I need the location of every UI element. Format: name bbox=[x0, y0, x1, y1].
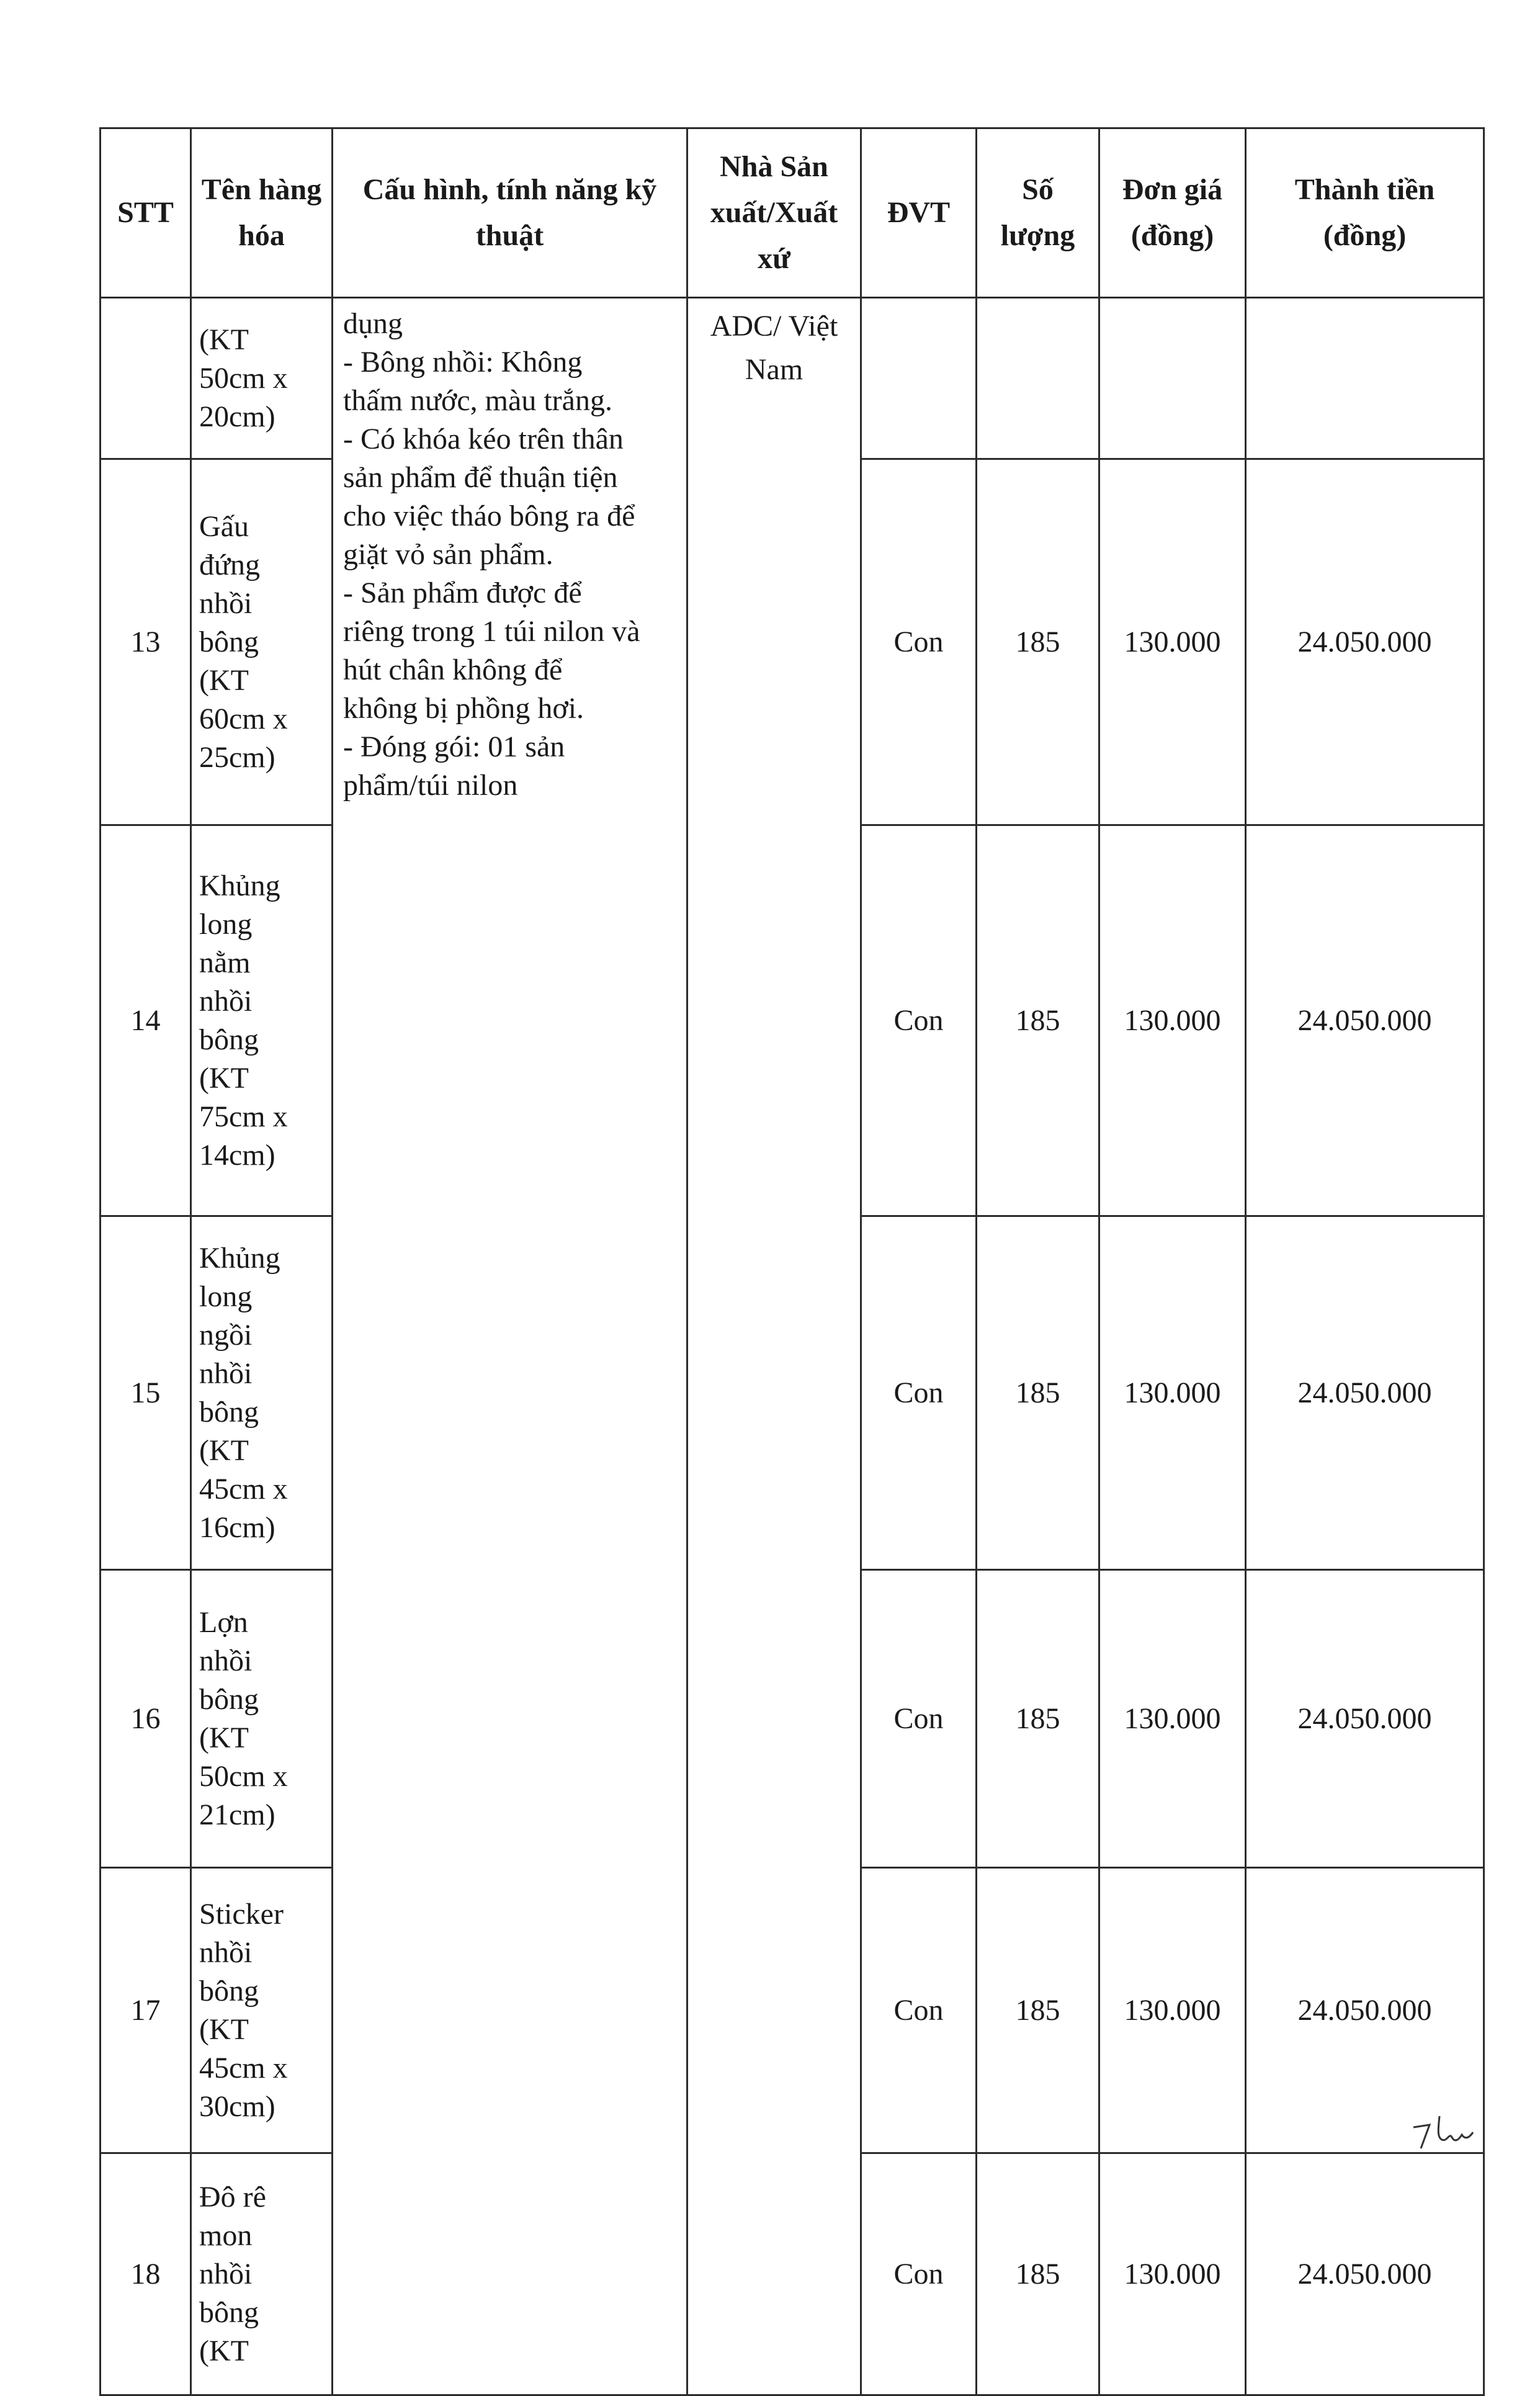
cell-line: (KT bbox=[199, 1434, 249, 1467]
cell-total: 24.050.000 bbox=[1246, 1216, 1484, 1570]
cell-spec bbox=[333, 298, 687, 2395]
header-price: Đơn giá (đồng) bbox=[1099, 128, 1246, 298]
cell-line: mon bbox=[199, 2219, 253, 2252]
header-qty: Số lượng bbox=[977, 128, 1099, 298]
cell-line: nhồi bbox=[199, 1644, 253, 1677]
cell-total bbox=[1246, 298, 1484, 459]
cell-total: 24.050.000 bbox=[1246, 1570, 1484, 1868]
cell-line: bông bbox=[199, 2295, 259, 2329]
cell-line: (KT bbox=[199, 1061, 249, 1095]
cell-line: (KT bbox=[199, 663, 249, 697]
cell-line: nhồi bbox=[199, 1936, 253, 1969]
cell-line: - Sản phẩm được để bbox=[343, 577, 582, 609]
cell-unit: Con bbox=[861, 1216, 977, 1570]
cell-line: 50cm x bbox=[199, 1759, 288, 1793]
cell-line: bông bbox=[199, 1974, 259, 2008]
cell-line: Khủng bbox=[199, 869, 280, 902]
cell-price: 130.000 bbox=[1099, 1868, 1246, 2153]
cell-line: nhồi bbox=[199, 984, 253, 1018]
cell-line: - Có khóa kéo trên thân bbox=[343, 423, 624, 455]
cell-line: 16cm) bbox=[199, 1510, 275, 1544]
header-total: Thành tiền (đồng) bbox=[1246, 128, 1484, 298]
cell-line: Sticker bbox=[199, 1897, 284, 1931]
cell-line: (KT bbox=[199, 2334, 249, 2367]
cell-unit: Con bbox=[861, 1868, 977, 2153]
cell-line: 75cm x bbox=[199, 1100, 288, 1133]
cell-line: long bbox=[199, 907, 253, 941]
cell-line: không bị phồng hơi. bbox=[343, 692, 584, 725]
cell-line: 20cm) bbox=[199, 400, 275, 433]
cell-line: long bbox=[199, 1280, 253, 1313]
cell-line: hút chân không để bbox=[343, 653, 563, 686]
cell-price: 130.000 bbox=[1099, 1570, 1246, 1868]
cell-name bbox=[191, 1868, 333, 2153]
cell-line: 60cm x bbox=[199, 702, 288, 735]
table-row-continued bbox=[101, 298, 1484, 459]
cell-line: Gấu bbox=[199, 509, 249, 543]
cell-name bbox=[191, 298, 333, 459]
header-unit: ĐVT bbox=[861, 128, 977, 298]
goods-table bbox=[99, 127, 1485, 2396]
cell-qty: 185 bbox=[977, 1570, 1099, 1868]
cell-line: Khủng bbox=[199, 1241, 280, 1275]
cell-line: thấm nước, màu trắng. bbox=[343, 384, 612, 417]
cell-origin: ADC/ Việt Nam bbox=[687, 298, 861, 2395]
cell-qty: 185 bbox=[977, 825, 1099, 1216]
header-name: Tên hàng hóa bbox=[191, 128, 333, 298]
cell-line: Đô rê bbox=[199, 2180, 266, 2214]
cell-line: 14cm) bbox=[199, 1138, 275, 1172]
cell-line: nhồi bbox=[199, 2257, 253, 2291]
cell-total: 24.050.000 bbox=[1246, 459, 1484, 825]
cell-stt: 14 bbox=[101, 825, 191, 1216]
cell-qty: 185 bbox=[977, 2153, 1099, 2395]
cell-line: 25cm) bbox=[199, 740, 275, 774]
cell-unit: Con bbox=[861, 1570, 977, 1868]
cell-name bbox=[191, 2153, 333, 2395]
cell-price bbox=[1099, 298, 1246, 459]
cell-price: 130.000 bbox=[1099, 825, 1246, 1216]
cell-name bbox=[191, 459, 333, 825]
table-body bbox=[101, 298, 1484, 2395]
signature-mark bbox=[1408, 2110, 1483, 2153]
cell-line: nhồi bbox=[199, 1357, 253, 1390]
cell-line: (KT bbox=[199, 2012, 249, 2046]
header-row bbox=[101, 128, 1484, 298]
cell-line: 45cm x bbox=[199, 2051, 288, 2084]
cell-line: bông bbox=[199, 1023, 259, 1056]
cell-line: bông bbox=[199, 625, 259, 658]
cell-total: 24.050.000 bbox=[1246, 2153, 1484, 2395]
cell-line: bông bbox=[199, 1395, 259, 1429]
cell-qty bbox=[977, 298, 1099, 459]
cell-stt: 15 bbox=[101, 1216, 191, 1570]
cell-price: 130.000 bbox=[1099, 2153, 1246, 2395]
cell-unit: Con bbox=[861, 2153, 977, 2395]
cell-stt: 18 bbox=[101, 2153, 191, 2395]
cell-line: 21cm) bbox=[199, 1798, 275, 1831]
cell-stt bbox=[101, 298, 191, 459]
header-stt: STT bbox=[101, 128, 191, 298]
cell-line: ngồi bbox=[199, 1318, 253, 1352]
cell-line: nằm bbox=[199, 946, 251, 979]
cell-line: dụng bbox=[343, 307, 403, 340]
cell-line: 30cm) bbox=[199, 2089, 275, 2123]
cell-stt: 16 bbox=[101, 1570, 191, 1868]
cell-line: (KT bbox=[199, 323, 249, 356]
cell-line: cho việc tháo bông ra để bbox=[343, 500, 635, 532]
cell-name bbox=[191, 1570, 333, 1868]
cell-line: giặt vỏ sản phẩm. bbox=[343, 538, 553, 571]
cell-qty: 185 bbox=[977, 1216, 1099, 1570]
cell-qty: 185 bbox=[977, 459, 1099, 825]
cell-stt: 17 bbox=[101, 1868, 191, 2153]
cell-price: 130.000 bbox=[1099, 459, 1246, 825]
header-origin: Nhà Sản xuất/Xuất xứ bbox=[687, 128, 861, 298]
cell-stt: 13 bbox=[101, 459, 191, 825]
cell-unit: Con bbox=[861, 825, 977, 1216]
cell-line: Lợn bbox=[199, 1605, 248, 1639]
cell-line: 50cm x bbox=[199, 361, 288, 395]
cell-price: 130.000 bbox=[1099, 1216, 1246, 1570]
cell-line: 45cm x bbox=[199, 1472, 288, 1505]
header-spec: Cấu hình, tính năng kỹ thuật bbox=[333, 128, 687, 298]
cell-unit: Con bbox=[861, 459, 977, 825]
cell-total: 24.050.000 bbox=[1246, 825, 1484, 1216]
cell-unit bbox=[861, 298, 977, 459]
cell-line: bông bbox=[199, 1682, 259, 1716]
cell-total: 24.050.000 bbox=[1246, 1868, 1484, 2153]
cell-line: đứng bbox=[199, 548, 261, 581]
cell-line: - Bông nhồi: Không bbox=[343, 346, 583, 379]
cell-line: - Đóng gói: 01 sản bbox=[343, 730, 565, 763]
cell-line: nhồi bbox=[199, 586, 253, 620]
cell-line: phẩm/túi nilon bbox=[343, 769, 518, 802]
cell-name bbox=[191, 825, 333, 1216]
cell-line: sản phẩm để thuận tiện bbox=[343, 461, 618, 494]
cell-line: riêng trong 1 túi nilon và bbox=[343, 615, 640, 648]
cell-qty: 185 bbox=[977, 1868, 1099, 2153]
cell-line: (KT bbox=[199, 1721, 249, 1754]
cell-name bbox=[191, 1216, 333, 1570]
